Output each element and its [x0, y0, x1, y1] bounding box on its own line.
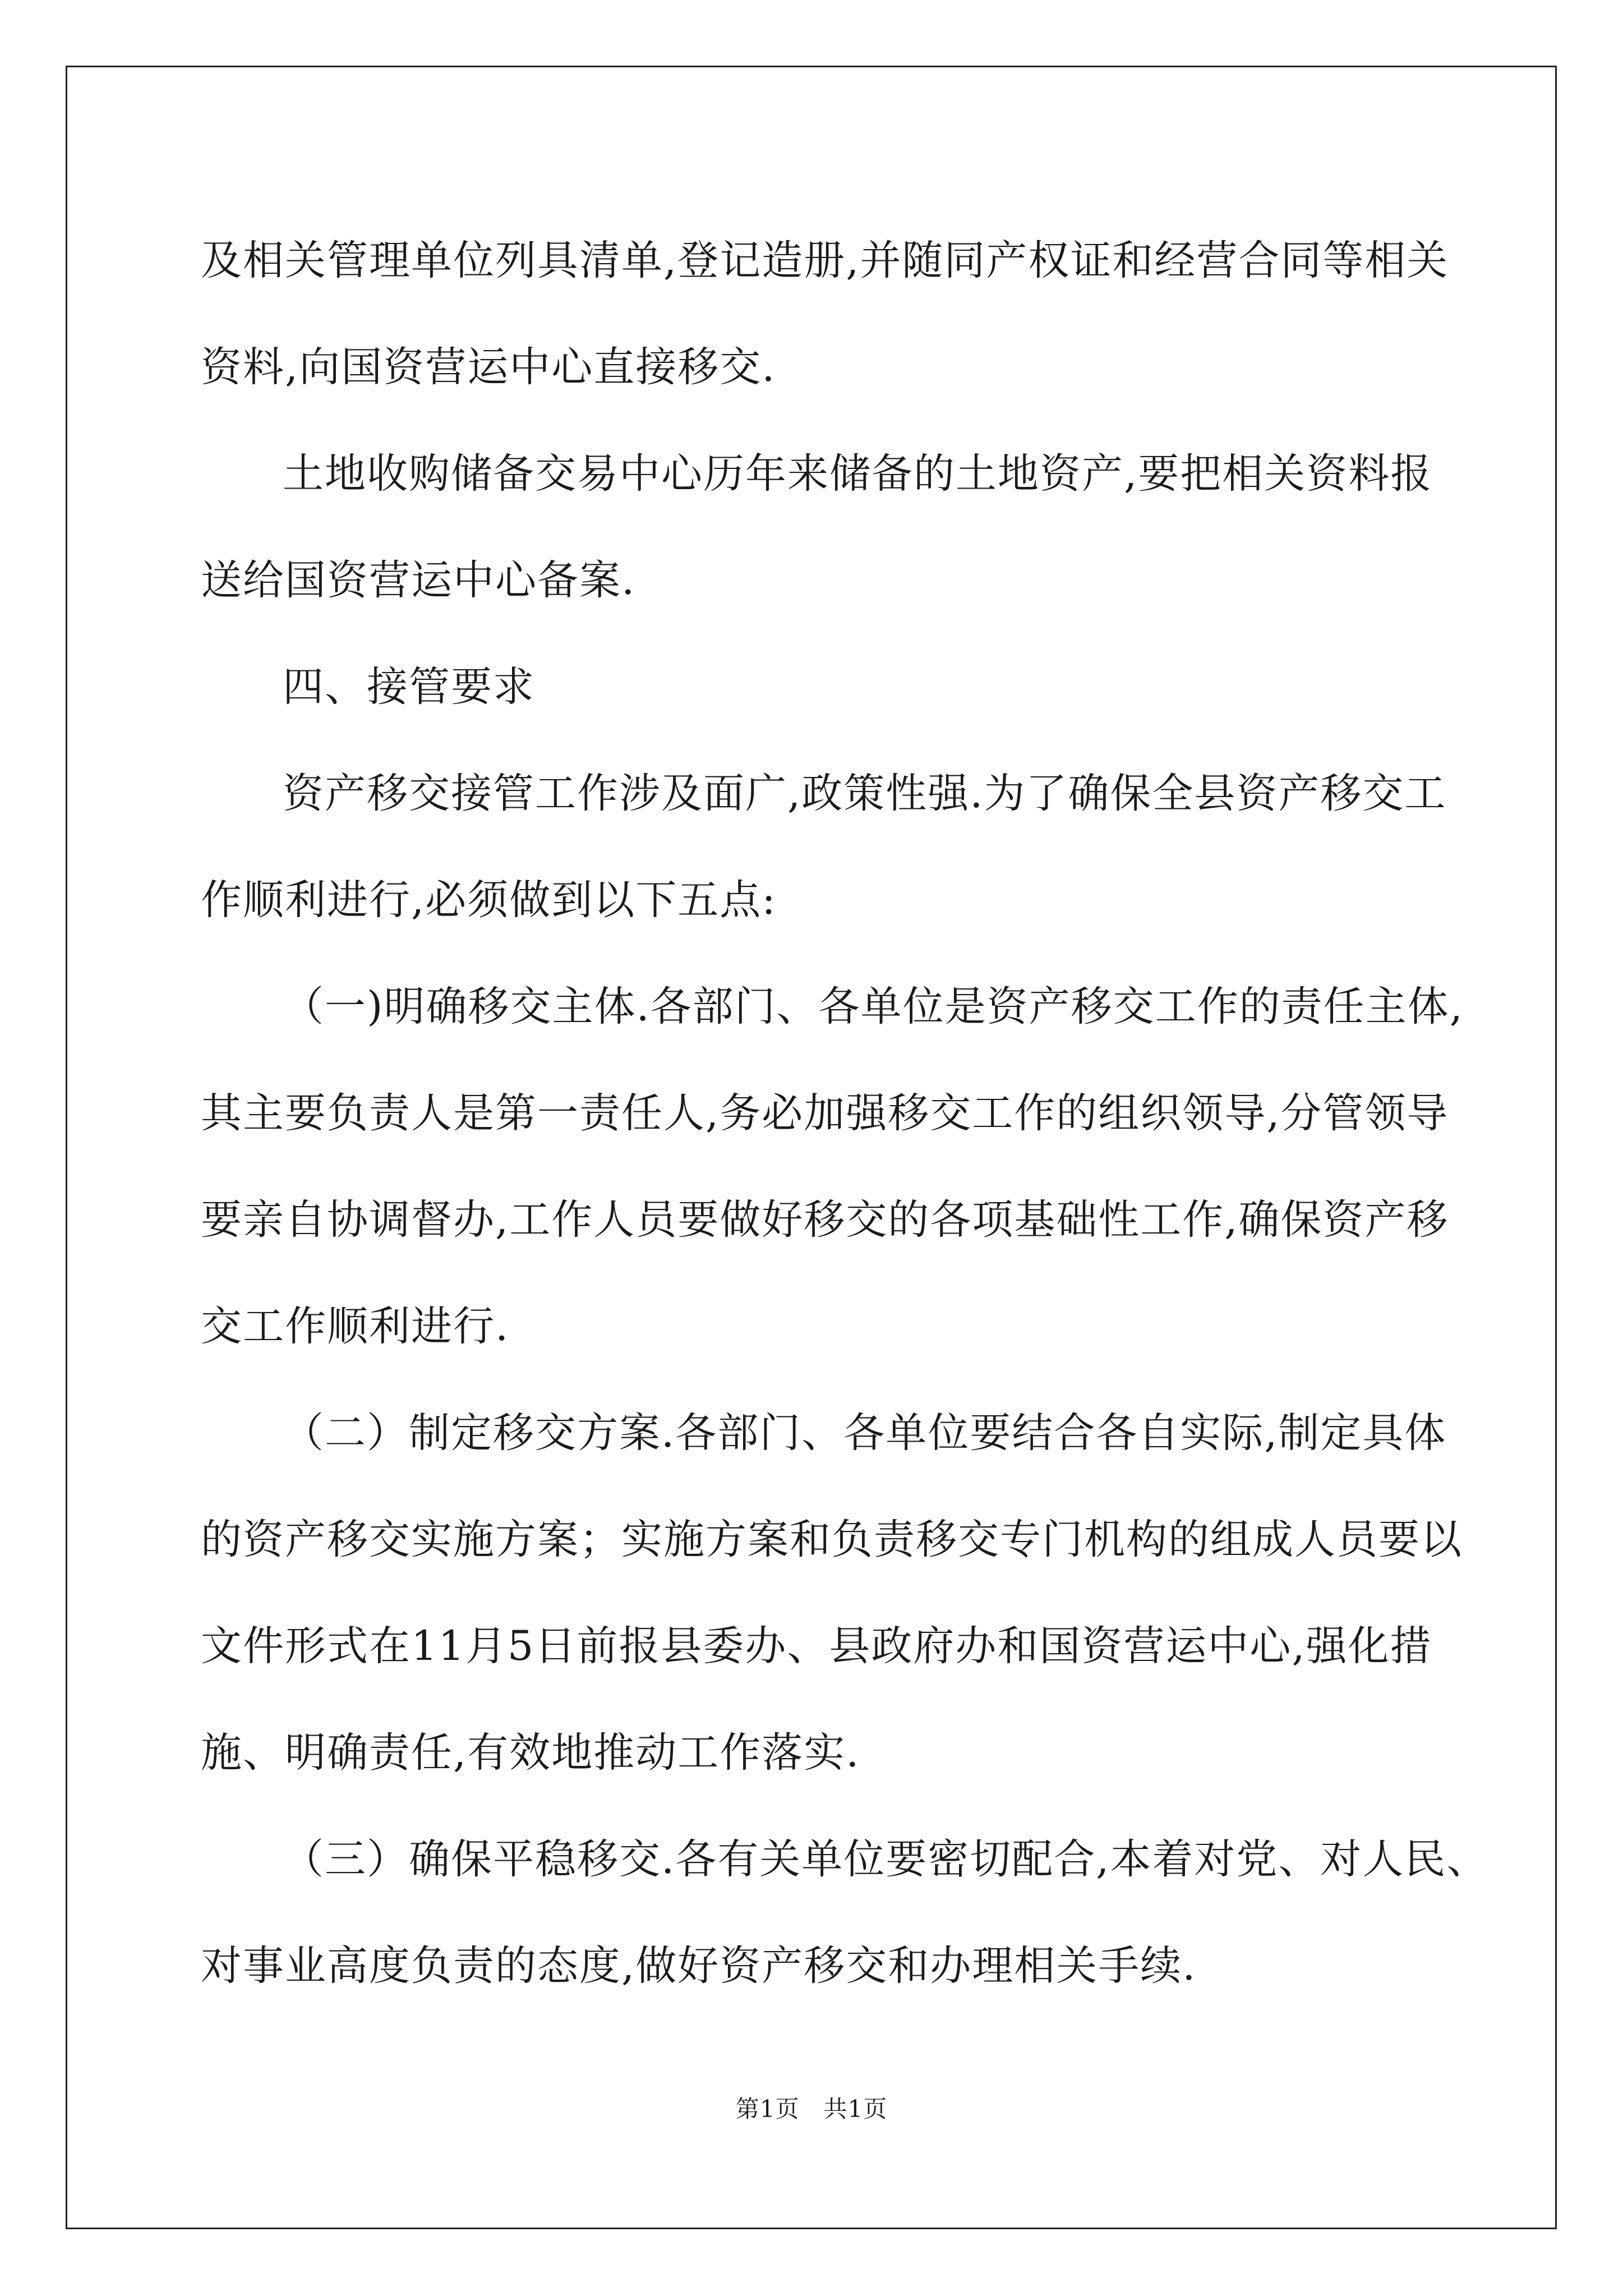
text-line: 要亲自协调督办,工作人员要做好移交的各项基础性工作,确保资产移: [201, 1196, 1449, 1244]
section-heading: 四、接管要求: [283, 663, 535, 711]
text-line: （二）制定移交方案.各部门、各单位要结合各自实际,制定具体: [283, 1409, 1447, 1457]
text-line: 其主要负责人是第一责任人,务必加强移交工作的组织领导,分管领导: [201, 1089, 1449, 1137]
text-line: （三）确保平稳移交.各有关单位要密切配合,本着对党、对人民、: [283, 1835, 1489, 1883]
text-line: 对事业高度负责的态度,做好资产移交和办理相关手续.: [201, 1942, 1197, 1990]
text-line: 施、明确责任,有效地推动工作落实.: [201, 1729, 860, 1777]
text-line: 的资产移交实施方案；实施方案和负责移交专门机构的组成人员要以: [201, 1516, 1463, 1563]
text-line: 送给国资营运中心备案.: [201, 556, 636, 604]
document-body: [201, 208, 1489, 2019]
text-line: 文件形式在11月5日前报县委办、县政府办和国资营运中心,强化措: [201, 1622, 1432, 1670]
text-line: （一)明确移交主体.各部门、各单位是资产移交工作的责任主体,: [283, 983, 1464, 1030]
page-footer: 第1页 共1页: [735, 2095, 888, 2123]
text-line: 作顺利进行,必须做到以下五点:: [201, 876, 777, 924]
text-line: 资料,向国资营运中心直接移交.: [201, 343, 776, 391]
text-line: 资产移交接管工作涉及面广,政策性强.为了确保全县资产移交工: [283, 770, 1447, 817]
text-line: 交工作顺利进行.: [201, 1303, 510, 1350]
text-line: 及相关管理单位列具清单,登记造册,并随同产权证和经营合同等相关: [201, 237, 1449, 284]
text-line: 土地收购储备交易中心历年来储备的土地资产,要把相关资料报: [283, 450, 1433, 498]
